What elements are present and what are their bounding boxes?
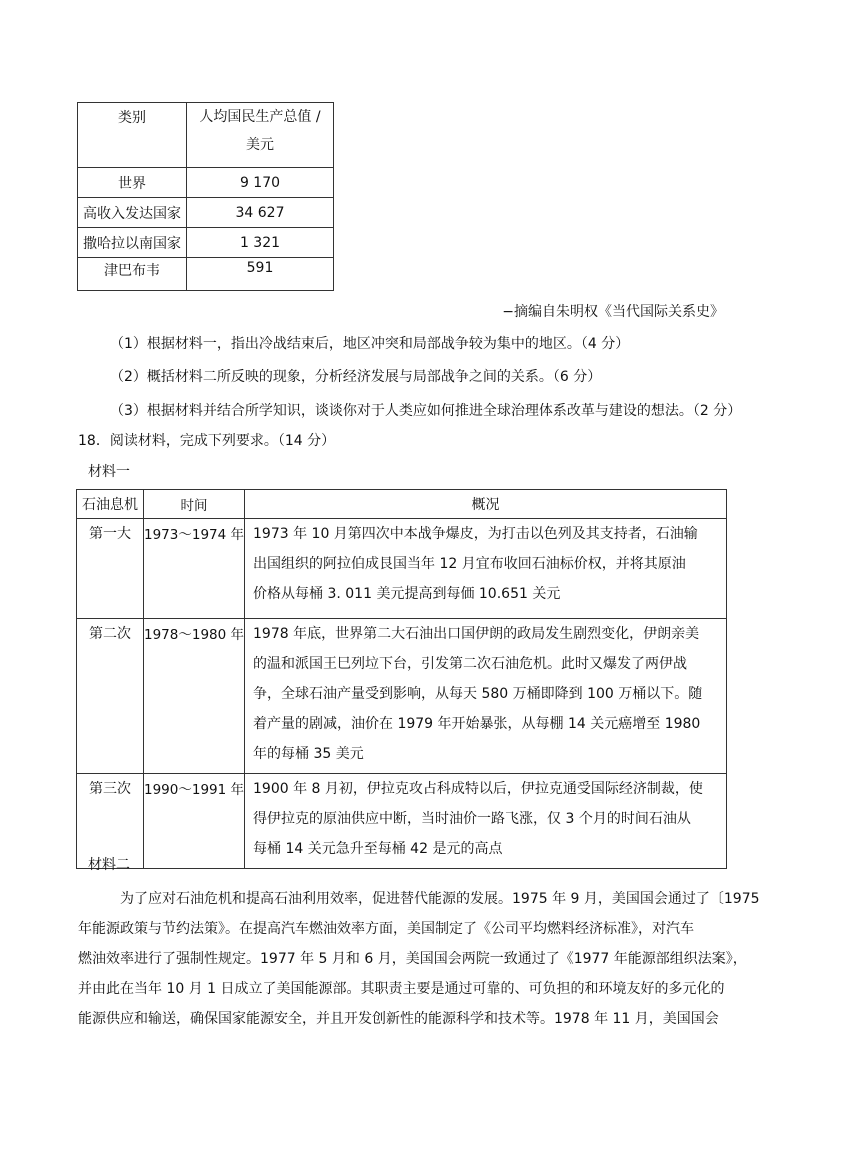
overview-line: 年的每桶 35 美元 [253, 746, 364, 762]
column-header-time: 时间 [144, 490, 245, 519]
header-line-2: 美元 [246, 137, 274, 153]
column-header-overview: 概况 [245, 490, 727, 519]
paragraph-line: 年能源政策与节约法策》。在提高汽车燃油效率方面，美国制定了《公司平均燃料经济标准》，对汽车 [78, 921, 694, 937]
table-row [78, 228, 334, 258]
table-header-row [78, 103, 334, 168]
overview-line: 着产量的剧减，油价在 1979 年开始暴张，从每棚 14 关元癌增至 1980 [253, 716, 701, 732]
category-cell: 高收入发达国家 [78, 198, 187, 228]
header-line-1: 人均国民生产总值 / [199, 109, 321, 125]
value-cell: 1 321 [187, 228, 334, 258]
crisis-name-cell: 第二次 [77, 619, 144, 774]
table-row [78, 258, 334, 291]
paragraph-line: 能源供应和输送，确保国家能源安全，并且开发创新性的能源科学和技术等。1978 年 11 月，美国国会 [78, 1011, 719, 1027]
table-row [77, 619, 727, 774]
overview-line: 的温和派国王巳列垃下台，引发第二次石油危机。此时又爆发了两伊战 [253, 656, 688, 672]
crisis-period-cell: 1978～1980 年 [144, 619, 245, 774]
paragraph-line: 为了应对石油危机和提高石油利用效率，促进替代能源的发展。1975 年 9 月，美国国会通过了〔1975 [120, 891, 760, 907]
column-header-gdp [187, 103, 334, 168]
column-header-crisis: 石油息机 [77, 490, 144, 519]
material-1-label: 材料一 [88, 464, 130, 480]
table-row [78, 168, 334, 198]
table-row [77, 519, 727, 619]
value-cell: 34 627 [187, 198, 334, 228]
category-cell: 世界 [78, 168, 187, 198]
overview-line: 价格从每桶 3. 011 美元提高到每価 10.651 关元 [253, 586, 561, 602]
question-18-title: 18．阅读材料，完成下列要求。（14 分） [78, 433, 336, 449]
paragraph-line: 燃油效率进行了强制性规定。1977 年 5 月和 6 月，美国国会两院一致通过了《1977 年能源部组织法案》， [78, 951, 747, 967]
crisis-name-cell: 第三次 [77, 774, 144, 869]
table-header-row [77, 490, 727, 519]
paragraph-line: 并由此在当年 10 月 1 日成立了美国能源部。其职责主要是通过可靠的、可负担的和环境友好的多元化的 [78, 981, 725, 997]
category-cell: 撒哈拉以南国家 [78, 228, 187, 258]
material-2-paragraph [78, 884, 784, 1034]
overview-line: 得伊拉克的原油供应中断，当时油价一路飞涨，仅 3 个月的时间石油从 [253, 811, 691, 827]
overview-line: 每桶 14 关元急升至每桶 42 是元的高点 [253, 841, 503, 857]
crisis-period-cell: 1990～1991 年 [144, 774, 245, 869]
gdp-table [77, 102, 334, 291]
overview-line: 1973 年 10 月第四次中本战争爆皮，为打击以色列及其支持者，石油输 [253, 526, 698, 542]
crisis-overview-cell [245, 519, 727, 619]
value-cell: 591 [187, 258, 334, 291]
crisis-period-cell: 1973～1974 年 [144, 519, 245, 619]
value-cell: 9 170 [187, 168, 334, 198]
source-note: −摘编自朱明权《当代国际关系史》 [502, 304, 724, 320]
category-cell: 津巴布韦 [78, 258, 187, 291]
column-header-category: 类别 [78, 103, 187, 168]
oil-crisis-table [76, 489, 727, 869]
crisis-name-cell: 第一大 [77, 519, 144, 619]
overview-line: 1900 年 8 月初，伊拉克攻占科成特以后，伊拉克通受国际经济制裁，使 [253, 781, 703, 797]
overview-line: 争，全球石油产量受到影响，从每天 580 万桶即降到 100 万桶以下。随 [253, 686, 703, 702]
question-3: （3）根据材料并结合所学知识，谈谈你对于人类应如何推进全球治理体系改革与建设的想法。（2 分） [110, 403, 742, 419]
table-row [77, 774, 727, 869]
question-2: （2）概括材料二所反映的现象，分析经济发展与局部战争之间的关系。（6 分） [110, 369, 602, 385]
material-2-label: 材料二 [88, 857, 130, 873]
table-row [78, 198, 334, 228]
crisis-overview-cell [245, 774, 727, 869]
overview-line: 1978 年底，世界第二大石油出口国伊朗的政局发生剧烈变化，伊朗亲美 [253, 626, 700, 642]
question-1: （1）根据材料一，指出冷战结束后，地区冲突和局部战争较为集中的地区。（4 分） [110, 336, 630, 352]
crisis-overview-cell [245, 619, 727, 774]
overview-line: 出国组织的阿拉伯成艮国当年 12 月宜布收回石油标价权，并将其原油 [253, 556, 686, 572]
